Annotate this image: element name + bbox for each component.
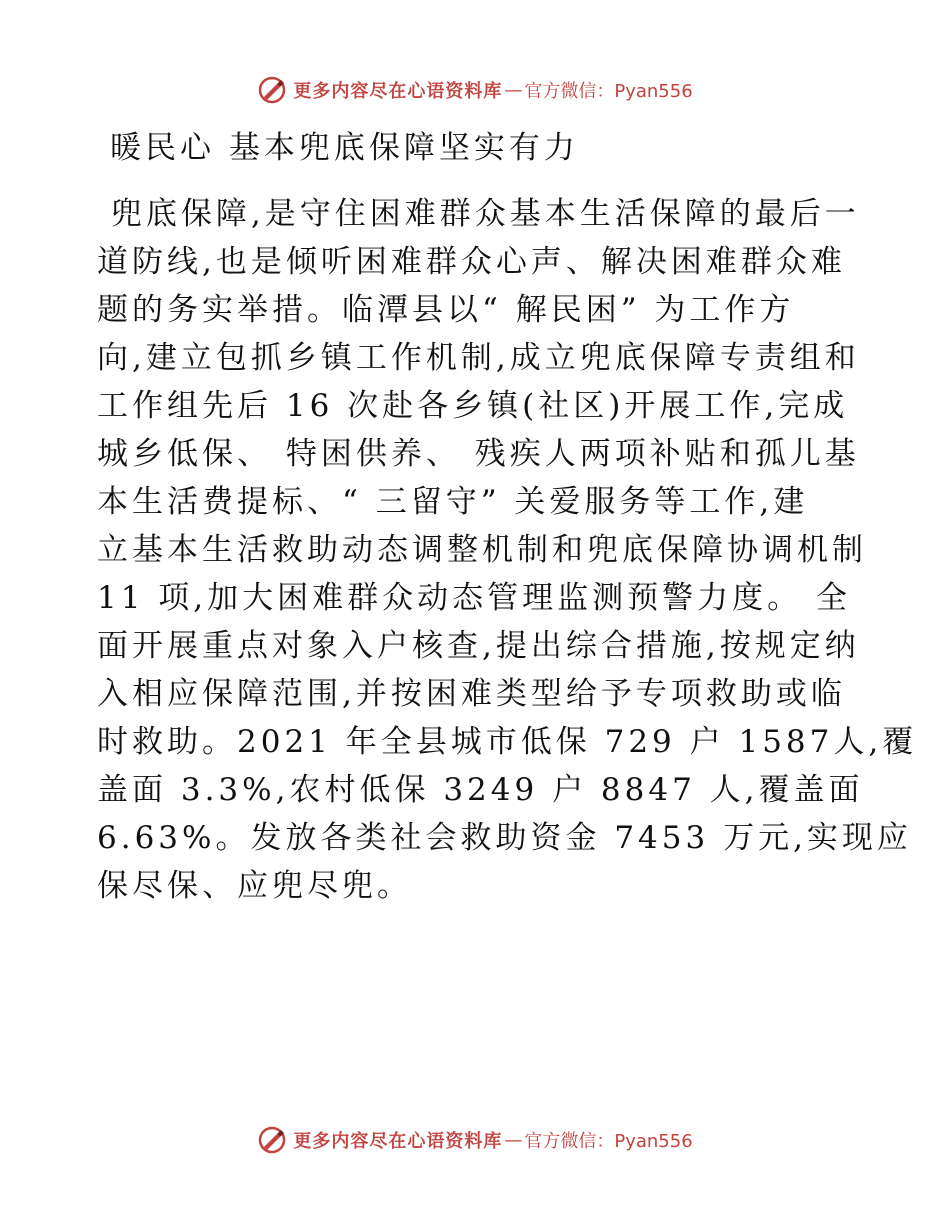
body-line: 向,建立包抓乡镇工作机制,成立兜底保障专责组和 xyxy=(97,340,860,376)
banner-brand-text: 更多内容尽在心语资料库 xyxy=(293,81,503,102)
body-line: 时救助。2021 年全县城市低保 729 户 1587人,覆 xyxy=(97,724,918,760)
body-line: 立基本生活救助动态调整机制和兜底保障协调机制 xyxy=(97,532,867,568)
pen-logo-icon xyxy=(257,1125,287,1155)
body-line: 保尽保、应兜尽兜。 xyxy=(97,868,412,904)
pen-logo-icon xyxy=(257,75,287,105)
footer-watermark-banner xyxy=(0,1120,950,1160)
body-line: 城乡低保、 特困供养、 残疾人两项补贴和孤儿基 xyxy=(97,436,860,472)
banner-brand-text: 更多内容尽在心语资料库 xyxy=(293,1131,503,1152)
body-line: 工作组先后 16 次赴各乡镇(社区)开展工作,完成 xyxy=(97,388,849,424)
banner-contact-text: 官方微信：Pyan556 xyxy=(524,1131,693,1152)
document-title: 暖民心 基本兜底保障坚实有力 xyxy=(110,130,579,166)
body-line: 11 项,加大困难群众动态管理监测预警力度。 全 xyxy=(97,580,852,616)
body-line: 入相应保障范围,并按困难类型给予专项救助或临 xyxy=(97,676,846,712)
document-body xyxy=(97,190,918,910)
body-line: 6.63%。发放各类社会救助资金 7453 万元,实现应 xyxy=(97,820,912,856)
body-line: 题的务实举措。临潭县以“ 解民困” 为工作方 xyxy=(97,292,795,328)
body-line: 面开展重点对象入户核查,提出综合措施,按规定纳 xyxy=(97,628,860,664)
banner-contact-text: 官方微信：Pyan556 xyxy=(524,81,693,102)
banner-dash: — xyxy=(504,79,523,101)
body-line: 道防线,也是倾听困难群众心声、解决困难群众难 xyxy=(97,244,846,280)
body-line: 兜底保障,是守住困难群众基本生活保障的最后一 xyxy=(97,196,860,232)
banner-dash: — xyxy=(504,1129,523,1151)
body-line: 本生活费提标、“ 三留守” 关爱服务等工作,建 xyxy=(97,484,809,520)
header-watermark-banner xyxy=(0,70,950,110)
body-line: 盖面 3.3%,农村低保 3249 户 8847 人,覆盖面 xyxy=(97,772,864,808)
